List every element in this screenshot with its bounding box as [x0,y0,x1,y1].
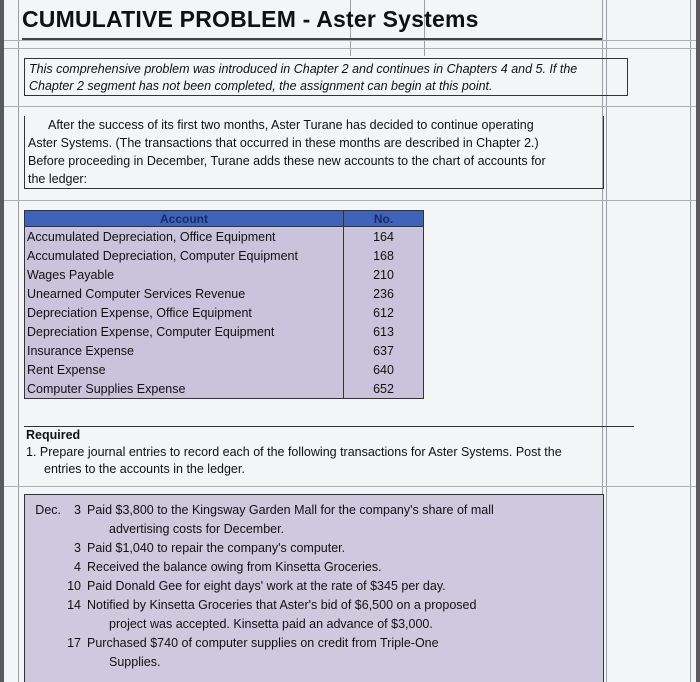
list-item [25,634,603,653]
list-item [25,577,603,596]
list-item [25,539,603,558]
account-name: Accumulated Depreciation, Office Equipment [25,227,344,247]
accounts-table [24,210,424,399]
grid-line [18,0,19,682]
grid-line [690,0,691,682]
paragraph-line: Aster Systems. (The transactions that occurred in these months are described in Chapter 2.) [28,136,539,150]
transaction-day: 3 [74,503,81,517]
required-section [24,426,634,478]
table-row [25,322,424,341]
transaction-text: project was accepted. Kinsetta paid an advance of $3,000. [109,617,433,631]
account-name: Computer Supplies Expense [25,379,344,399]
table-row [25,246,424,265]
list-item [25,558,603,577]
table-row [25,284,424,303]
transaction-text: Supplies. [109,655,161,669]
account-name: Unearned Computer Services Revenue [25,284,344,303]
intro-line: Chapter 2 segment has not been completed, the assignment can begin at this point. [29,79,493,93]
table-row [25,341,424,360]
transaction-text: advertising costs for December. [109,522,285,536]
grid-line [4,200,696,201]
required-instruction: entries to the accounts in the ledger. [44,462,245,476]
worksheet [4,0,696,682]
description-paragraph [24,116,604,189]
transaction-day: 10 [67,579,81,593]
paragraph-line: After the success of its first two months, Aster Turane has decided to continue operating [48,118,534,132]
transaction-text: Purchased $740 of computer supplies on credit from Triple-One [87,636,439,650]
intro-note [24,58,628,96]
account-number: 652 [344,379,424,399]
account-name: Rent Expense [25,360,344,379]
number-column-header: No. [344,211,424,227]
table-row [25,360,424,379]
list-item [25,501,603,520]
account-number: 210 [344,265,424,284]
grid-line [4,48,696,49]
account-number: 168 [344,246,424,265]
account-number: 236 [344,284,424,303]
account-number: 164 [344,227,424,247]
grid-line [606,0,607,682]
transaction-text: Paid $1,040 to repair the company's computer. [87,541,346,555]
list-item [25,596,603,615]
table-row [25,379,424,399]
account-name: Insurance Expense [25,341,344,360]
table-header-row [25,211,424,227]
transaction-day: 17 [67,636,81,650]
table-row [25,227,424,247]
intro-line: This comprehensive problem was introduced in Chapter 2 and continues in Chapters 4 and 5. If the [29,62,578,76]
grid-line [4,106,696,107]
grid-line [4,486,696,487]
grid-line [4,40,696,41]
table-row [25,265,424,284]
account-name: Depreciation Expense, Computer Equipment [25,322,344,341]
account-number: 613 [344,322,424,341]
table-row [25,303,424,322]
account-name: Accumulated Depreciation, Computer Equipment [25,246,344,265]
transactions-list [24,494,604,682]
transaction-month: Dec. [35,503,61,517]
account-name: Depreciation Expense, Office Equipment [25,303,344,322]
account-name: Wages Payable [25,265,344,284]
transaction-day: 3 [74,541,81,555]
transaction-text: Paid $3,800 to the Kingsway Garden Mall for the company's share of mall [87,503,494,517]
transaction-text: Paid Donald Gee for eight days' work at the rate of $345 per day. [87,579,446,593]
account-number: 637 [344,341,424,360]
required-instruction: 1. Prepare journal entries to record each of the following transactions for Aster Systems. Post the [26,445,562,459]
paragraph-line: the ledger: [28,172,88,186]
transaction-day: 4 [74,560,81,574]
account-number: 640 [344,360,424,379]
paragraph-line: Before proceeding in December, Turane adds these new accounts to the chart of accounts for [28,154,546,168]
account-number: 612 [344,303,424,322]
transaction-text: Notified by Kinsetta Groceries that Aster's bid of $6,500 on a proposed [87,598,477,612]
required-heading: Required [26,428,81,442]
transaction-text: Received the balance owing from Kinsetta Groceries. [87,560,382,574]
transaction-day: 14 [67,598,81,612]
page-title: CUMULATIVE PROBLEM - Aster Systems [22,6,602,40]
account-column-header: Account [25,211,344,227]
